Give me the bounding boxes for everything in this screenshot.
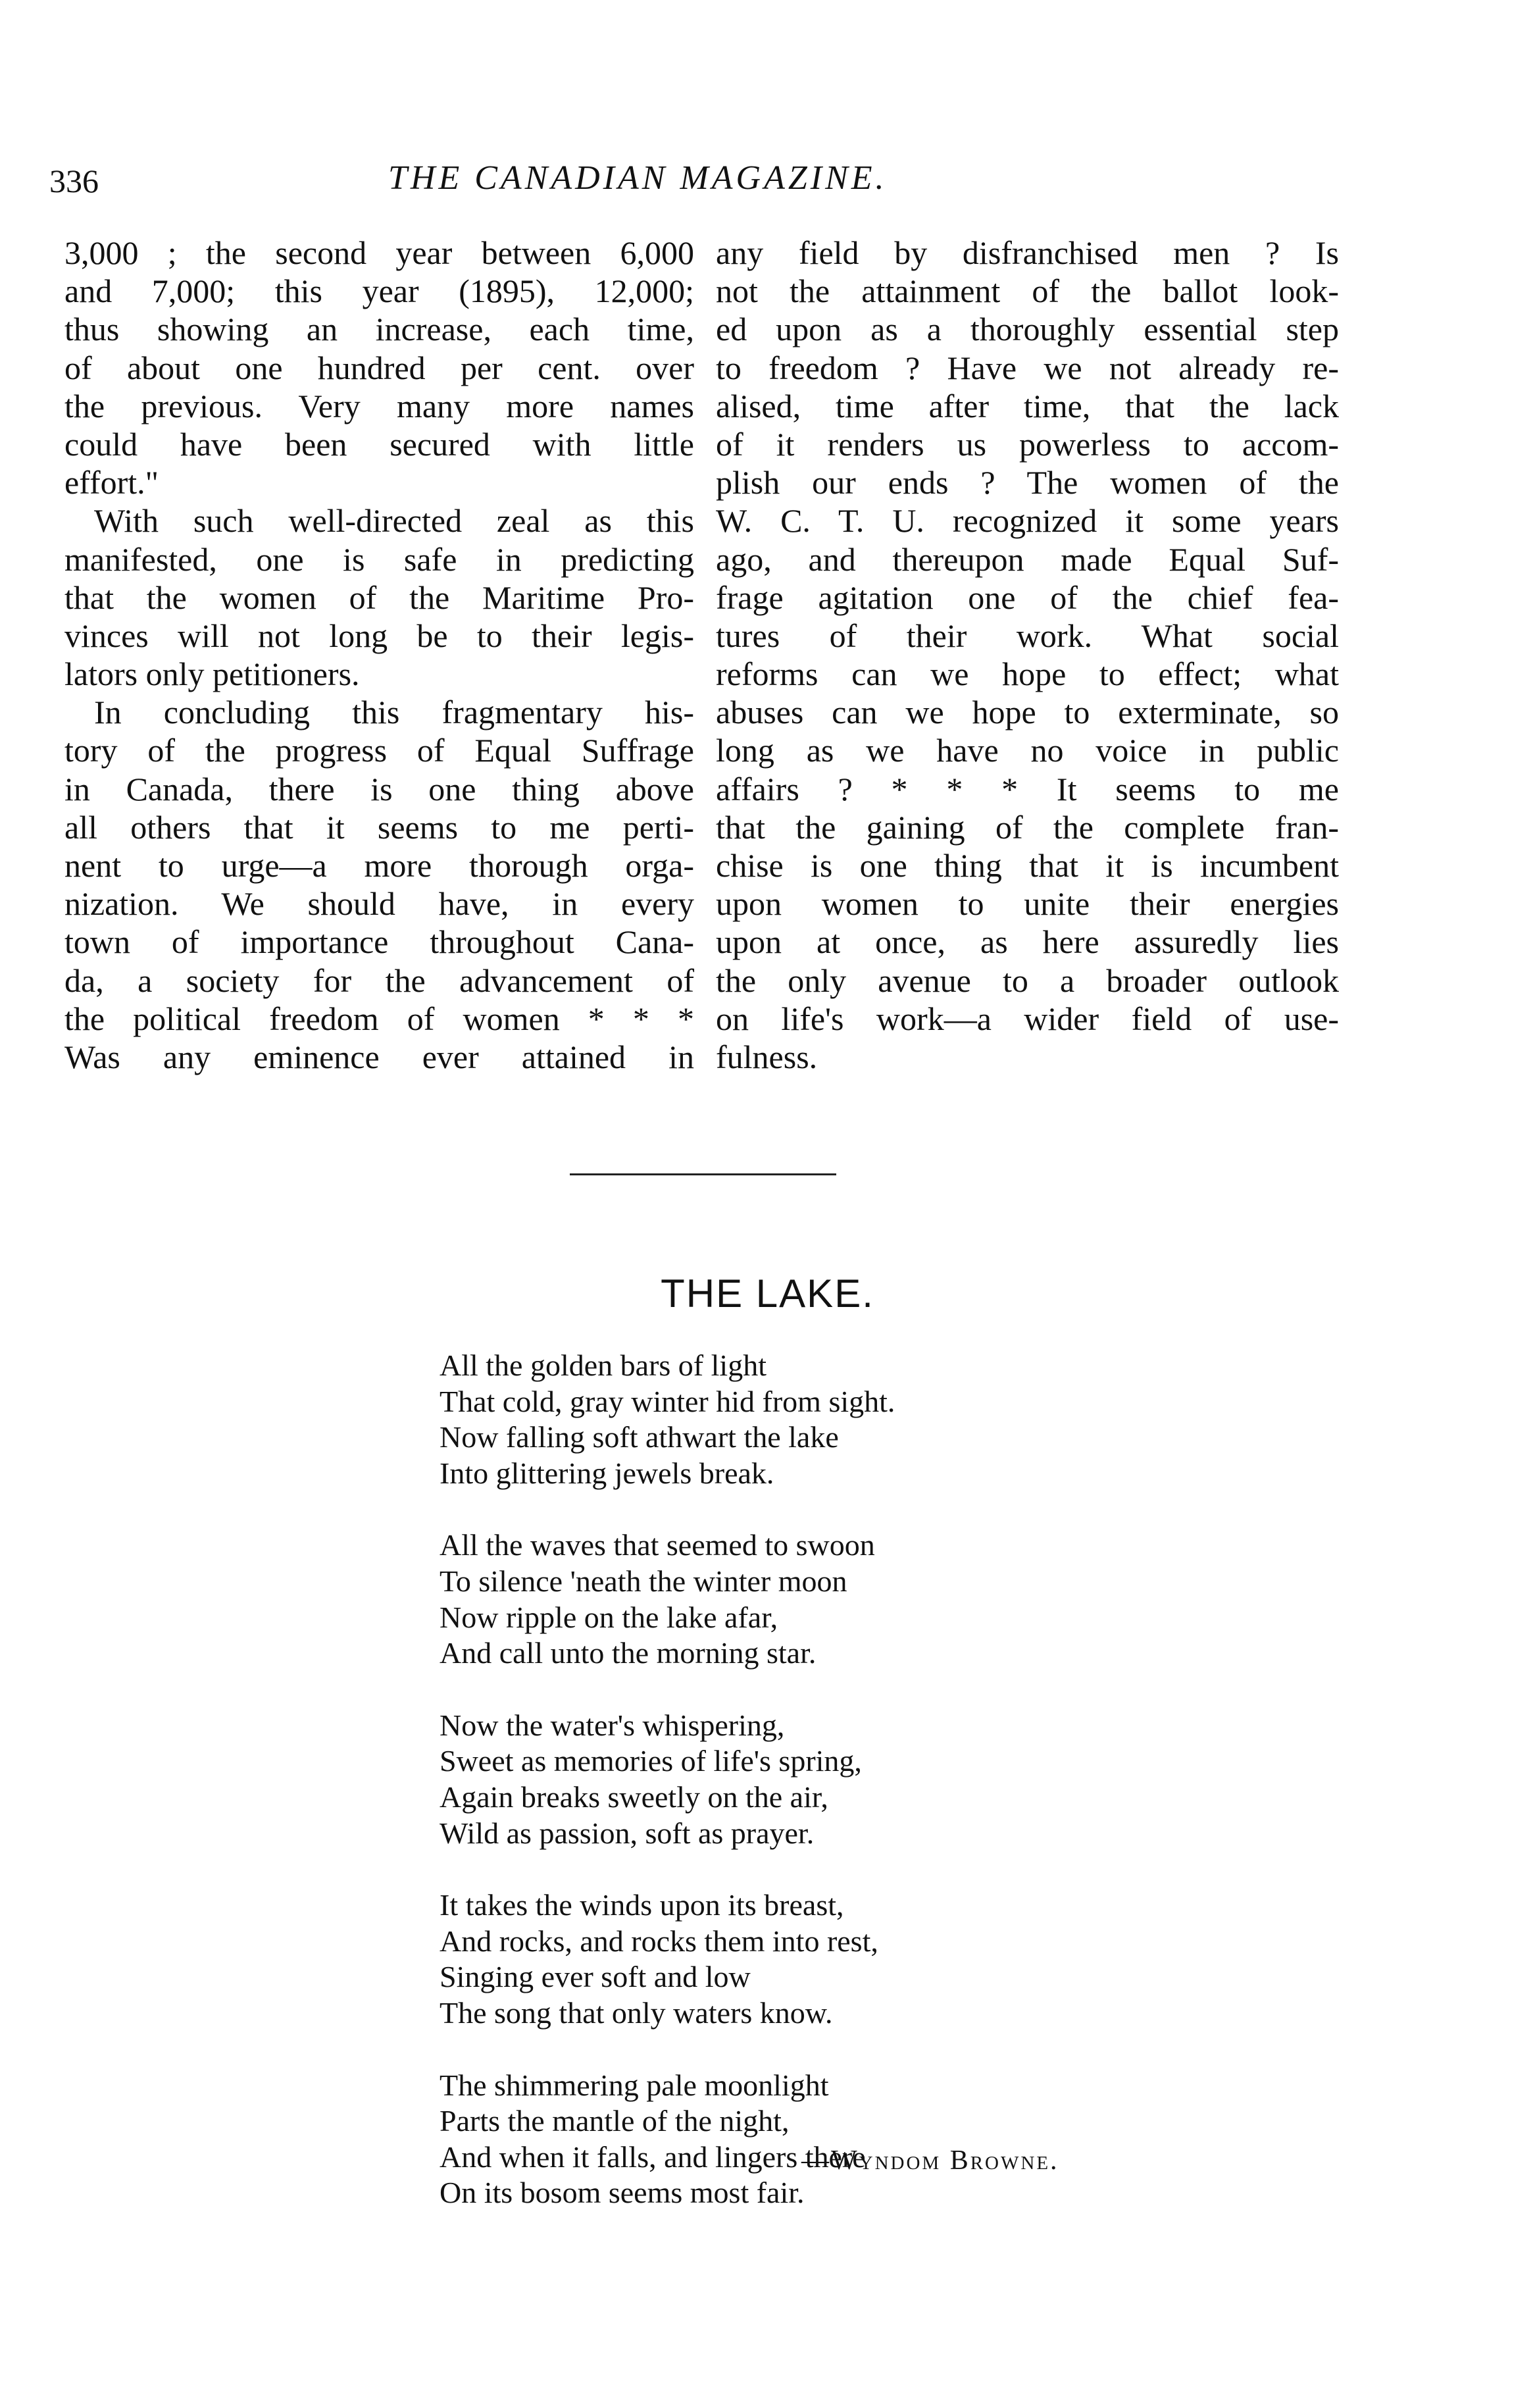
poem-line: On its bosom seems most fair.: [440, 2176, 805, 2210]
left-line: the political freedom of women * * *: [64, 1000, 694, 1037]
poem-stanza: [440, 1887, 1229, 2031]
poem-line: The song that only waters know.: [440, 1995, 833, 2030]
poem-line: And call unto the morning star.: [440, 1636, 817, 1670]
left-line: and 7,000; this year (1895), 12,000;: [64, 272, 694, 310]
right-line: long as we have no voice in public: [716, 732, 1339, 769]
poem-line: The shimmering pale moonlight: [440, 2068, 829, 2102]
left-line: effort.": [64, 464, 159, 501]
poem-line: It takes the winds upon its breast,: [440, 1888, 844, 1922]
right-line: alised, time after time, that the lack: [716, 387, 1339, 424]
left-column: [64, 234, 694, 1076]
left-line: thus showing an increase, each time,: [64, 311, 694, 348]
poem-line: Now the water's whispering,: [440, 1708, 785, 1742]
poem-line: And when it falls, and lingers there: [440, 2139, 866, 2174]
poem-line: To silence 'neath the winter moon: [440, 1564, 847, 1598]
running-title: THE CANADIAN MAGAZINE.: [388, 159, 888, 197]
left-line: the previous. Very many more names: [64, 387, 694, 424]
poem-line: And rocks, and rocks them into rest,: [440, 1924, 878, 1958]
poem-line: That cold, gray winter hid from sight.: [440, 1384, 895, 1418]
left-line: Was any eminence ever attained in: [64, 1038, 694, 1075]
left-line: could have been secured with little: [64, 425, 694, 463]
poem-line: Now falling soft athwart the lake: [440, 1420, 839, 1454]
poem-line: Wild as passion, soft as prayer.: [440, 1816, 815, 1850]
right-line: plish our ends ? The women of the: [716, 464, 1339, 501]
right-line: not the attainment of the ballot look-: [716, 272, 1339, 310]
left-line: nization. We should have, in every: [64, 885, 694, 923]
right-line: the only avenue to a broader outlook: [716, 961, 1339, 999]
left-line: in Canada, there is one thing above: [64, 770, 694, 807]
right-line: upon at once, as here assuredly lies: [716, 923, 1339, 961]
right-line: reforms can we hope to effect; what: [716, 655, 1339, 693]
poem-line: Sweet as memories of life's spring,: [440, 1744, 862, 1778]
poem-line: Again breaks sweetly on the air,: [440, 1780, 828, 1814]
poem-title: THE LAKE.: [661, 1271, 874, 1316]
section-divider: [570, 1173, 836, 1175]
left-line: that the women of the Maritime Pro-: [64, 578, 694, 616]
right-line: upon women to unite their energies: [716, 885, 1339, 923]
poem-stanza: [440, 1708, 1229, 1851]
right-line: ago, and thereupon made Equal Suf-: [716, 540, 1339, 578]
right-line: fulness.: [716, 1038, 818, 1075]
right-line: tures of their work. What social: [716, 617, 1339, 654]
right-line: that the gaining of the complete fran-: [716, 808, 1339, 846]
right-column: [716, 234, 1339, 1076]
poem-line: Into glittering jewels break.: [440, 1456, 774, 1490]
left-line: manifested, one is safe in predicting: [64, 540, 694, 578]
left-line: all others that it seems to me perti-: [64, 808, 694, 846]
left-line: With such well-directed zeal as this: [94, 502, 694, 540]
right-line: of it renders us powerless to accom-: [716, 425, 1339, 463]
page-number: 336: [49, 163, 99, 199]
left-line: vinces will not long be to their legis-: [64, 617, 694, 654]
poem-line: Singing ever soft and low: [440, 1960, 751, 1994]
right-line: to freedom ? Have we not already re-: [716, 349, 1339, 386]
left-line: In concluding this fragmentary his-: [94, 694, 694, 731]
left-line: lators only petitioners.: [64, 655, 360, 693]
poem-line: All the waves that seemed to swoon: [440, 1528, 875, 1562]
poem: [440, 1348, 1229, 2247]
right-line: frage agitation one of the chief fea-: [716, 578, 1339, 616]
left-line: town of importance throughout Cana-: [64, 923, 694, 961]
right-line: W. C. T. U. recognized it some years: [716, 502, 1339, 540]
poem-author: —Wyndom Browne.: [801, 2145, 1059, 2176]
right-line: on life's work—a wider field of use-: [716, 1000, 1339, 1037]
right-line: any field by disfranchised men ? Is: [716, 234, 1339, 271]
right-line: affairs ? * * * It seems to me: [716, 770, 1339, 807]
left-line: nent to urge—a more thorough orga-: [64, 847, 694, 884]
right-line: chise is one thing that it is incumbent: [716, 847, 1339, 884]
poem-line: Now ripple on the lake afar,: [440, 1600, 778, 1634]
right-line: ed upon as a thoroughly essential step: [716, 311, 1339, 348]
left-line: da, a society for the advancement of: [64, 961, 694, 999]
poem-stanza: [440, 2068, 1229, 2211]
left-line: 3,000 ; the second year between 6,000: [64, 234, 694, 271]
poem-stanza: [440, 1527, 1229, 1671]
left-line: of about one hundred per cent. over: [64, 349, 694, 386]
left-line: tory of the progress of Equal Suffrage: [64, 732, 694, 769]
right-line: abuses can we hope to exterminate, so: [716, 694, 1339, 731]
poem-stanza: [440, 1348, 1229, 1491]
poem-line: All the golden bars of light: [440, 1348, 767, 1382]
poem-line: Parts the mantle of the night,: [440, 2104, 790, 2138]
